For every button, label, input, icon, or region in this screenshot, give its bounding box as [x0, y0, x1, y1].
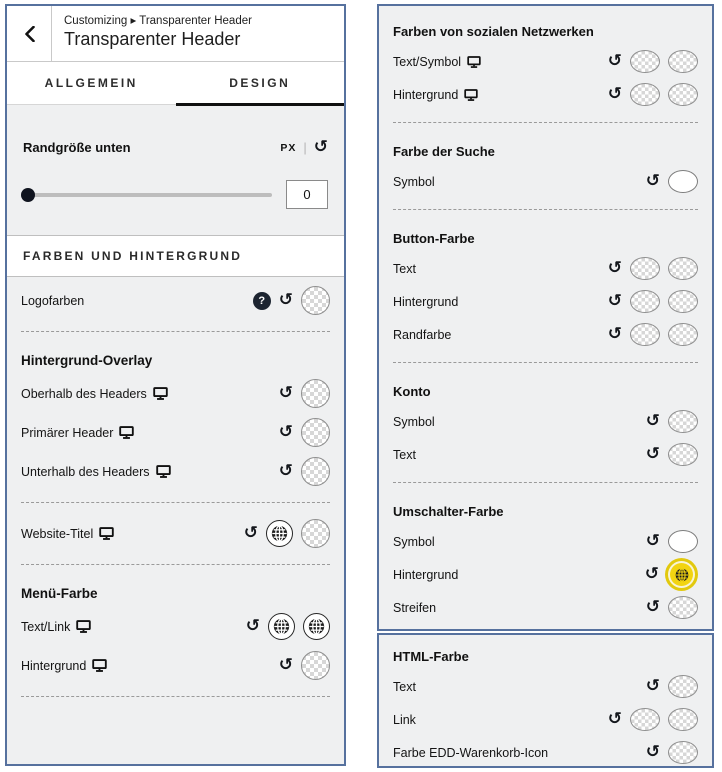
divider: [393, 362, 698, 363]
color-swatch-transparent[interactable]: [668, 83, 698, 106]
row-label: Randfarbe: [393, 327, 452, 342]
color-swatch-selected-yellow[interactable]: [670, 563, 693, 586]
row-label: Hintergrund: [393, 567, 459, 582]
reset-icon[interactable]: ↺: [607, 291, 622, 311]
color-swatch-transparent[interactable]: [668, 257, 698, 280]
row-konto-text: [393, 438, 698, 471]
row-label: Link: [393, 712, 416, 727]
reset-icon[interactable]: ↺: [607, 324, 622, 344]
globe-color-button[interactable]: [268, 613, 295, 640]
row-label: Website-Titel: [21, 527, 114, 541]
panel-header: [7, 6, 344, 62]
row-label: Hintergrund: [21, 659, 107, 673]
color-swatch-transparent[interactable]: [301, 418, 330, 447]
reset-icon[interactable]: ↺: [645, 676, 660, 696]
row-label: Text: [393, 679, 416, 694]
reset-icon[interactable]: ↺: [278, 383, 293, 403]
group-title-hintergrund-overlay: Hintergrund-Overlay: [21, 353, 153, 368]
reset-icon[interactable]: ↺: [644, 564, 659, 584]
row-label: Oberhalb des Headers: [21, 387, 168, 401]
border-size-setting: [7, 105, 344, 235]
globe-color-button[interactable]: [303, 613, 330, 640]
reset-icon[interactable]: ↺: [313, 137, 328, 157]
divider: [393, 482, 698, 483]
row-label: Symbol: [393, 534, 435, 549]
row-label: Hintergrund: [393, 88, 478, 102]
row-oberhalb-des-headers: [21, 374, 330, 413]
row-label: Text: [393, 261, 416, 276]
slider-label: Randgröße unten: [23, 140, 131, 155]
monitor-icon: [76, 620, 91, 633]
group-title-menue-farbe: Menü-Farbe: [21, 586, 98, 601]
reset-icon[interactable]: ↺: [245, 616, 260, 636]
row-label: Farbe EDD-Warenkorb-Icon: [393, 745, 549, 760]
divider: [21, 696, 330, 697]
unit-label: PX: [280, 141, 297, 154]
row-sozial-hintergrund: [393, 78, 698, 111]
color-swatch-white[interactable]: [668, 530, 698, 553]
color-swatch-transparent[interactable]: [630, 50, 660, 73]
reset-icon[interactable]: ↺: [278, 290, 293, 310]
row-menue-hintergrund: [21, 646, 330, 685]
reset-icon[interactable]: ↺: [278, 422, 293, 442]
color-swatch-white[interactable]: [668, 170, 698, 193]
chevron-left-icon: [24, 26, 35, 42]
html-color-panel: [377, 633, 714, 768]
divider: [21, 502, 330, 503]
color-swatch-transparent[interactable]: [301, 651, 330, 680]
row-primaerer-header: [21, 413, 330, 452]
row-konto-symbol: [393, 405, 698, 438]
row-edd-warenkorb-icon: [393, 736, 698, 769]
reset-icon[interactable]: ↺: [645, 411, 660, 431]
group-title-html-farbe: HTML-Farbe: [393, 649, 469, 664]
row-logofarben: [21, 281, 330, 320]
row-label: Symbol: [393, 414, 435, 429]
header-text: [52, 6, 264, 61]
color-swatch-transparent[interactable]: [668, 50, 698, 73]
reset-icon[interactable]: ↺: [278, 461, 293, 481]
divider: [21, 564, 330, 565]
color-swatch-transparent[interactable]: [668, 410, 698, 433]
row-html-text: [393, 670, 698, 703]
tab-design[interactable]: DESIGN: [176, 62, 345, 104]
row-label: Unterhalb des Headers: [21, 465, 171, 479]
row-label: Hintergrund: [393, 294, 459, 309]
monitor-icon: [464, 89, 478, 101]
color-swatch-transparent[interactable]: [668, 675, 698, 698]
row-website-titel: [21, 514, 330, 553]
monitor-icon: [467, 56, 481, 68]
group-title-soziale-netzwerke: Farben von sozialen Netzwerken: [393, 24, 594, 39]
color-swatch-transparent[interactable]: [301, 457, 330, 486]
row-umschalter-symbol: [393, 525, 698, 558]
color-settings-panel: [377, 4, 714, 631]
reset-icon[interactable]: ↺: [607, 84, 622, 104]
monitor-icon: [156, 465, 171, 478]
color-swatch-transparent[interactable]: [630, 323, 660, 346]
row-randfarbe: [393, 318, 698, 351]
monitor-icon: [92, 659, 107, 672]
group-title-konto: Konto: [393, 384, 431, 399]
row-suche-symbol: [393, 165, 698, 198]
section-title: FARBEN UND HINTERGRUND: [7, 235, 344, 277]
reset-icon[interactable]: ↺: [645, 171, 660, 191]
color-swatch-transparent[interactable]: [301, 286, 330, 315]
divider: [21, 331, 330, 332]
row-label: Streifen: [393, 600, 437, 615]
slider-value-input[interactable]: [286, 180, 328, 209]
divider: [393, 122, 698, 123]
color-swatch-transparent[interactable]: [668, 290, 698, 313]
color-swatch-transparent[interactable]: [668, 708, 698, 731]
reset-icon[interactable]: ↺: [645, 444, 660, 464]
tab-allgemein[interactable]: ALLGEMEIN: [44, 76, 138, 90]
row-text-symbol: [393, 45, 698, 78]
row-button-text: [393, 252, 698, 285]
row-text-link: [21, 607, 330, 646]
color-swatch-transparent[interactable]: [301, 519, 330, 548]
row-label: Logofarben: [21, 293, 85, 308]
color-swatch-transparent[interactable]: [630, 257, 660, 280]
row-umschalter-hintergrund: [393, 558, 698, 591]
group-title-farbe-der-suche: Farbe der Suche: [393, 144, 495, 159]
row-streifen: [393, 591, 698, 624]
row-unterhalb-des-headers: [21, 452, 330, 491]
row-html-link: [393, 703, 698, 736]
color-swatch-transparent[interactable]: [668, 443, 698, 466]
page-title: Transparenter Header: [64, 29, 241, 49]
breadcrumb: Customizing ▸ Transparenter Header: [64, 15, 252, 27]
row-button-hintergrund: [393, 285, 698, 318]
reset-icon[interactable]: ↺: [645, 597, 660, 617]
slider-handle[interactable]: [21, 188, 35, 202]
customizer-panel: [5, 4, 346, 766]
reset-icon[interactable]: ↺: [278, 655, 293, 675]
color-swatch-transparent[interactable]: [668, 741, 698, 764]
group-title-umschalter-farbe: Umschalter-Farbe: [393, 504, 504, 519]
group-title-button-farbe: Button-Farbe: [393, 231, 475, 246]
left-settings-list: [7, 277, 344, 708]
row-label: Symbol: [393, 174, 435, 189]
globe-color-button[interactable]: [266, 520, 293, 547]
color-swatch-transparent[interactable]: [630, 290, 660, 313]
reset-icon[interactable]: ↺: [645, 531, 660, 551]
color-swatch-transparent[interactable]: [630, 708, 660, 731]
separator: |: [303, 140, 307, 155]
divider: [393, 209, 698, 210]
reset-icon[interactable]: ↺: [607, 258, 622, 278]
color-swatch-transparent[interactable]: [668, 596, 698, 619]
back-button[interactable]: [7, 6, 52, 61]
row-label: Text: [393, 447, 416, 462]
row-label: Text/Symbol: [393, 55, 481, 69]
reset-icon[interactable]: ↺: [607, 709, 622, 729]
color-swatch-transparent[interactable]: [668, 323, 698, 346]
monitor-icon: [119, 426, 134, 439]
reset-icon[interactable]: ↺: [607, 51, 622, 71]
color-swatch-transparent[interactable]: [630, 83, 660, 106]
help-icon[interactable]: ?: [253, 292, 271, 310]
slider-track[interactable]: [23, 193, 272, 197]
color-swatch-transparent[interactable]: [301, 379, 330, 408]
monitor-icon: [153, 387, 168, 400]
reset-icon[interactable]: ↺: [243, 523, 258, 543]
row-label: Text/Link: [21, 620, 91, 634]
monitor-icon: [99, 527, 114, 540]
reset-icon[interactable]: ↺: [645, 742, 660, 762]
row-label: Primärer Header: [21, 426, 134, 440]
tab-bar: [7, 62, 344, 105]
